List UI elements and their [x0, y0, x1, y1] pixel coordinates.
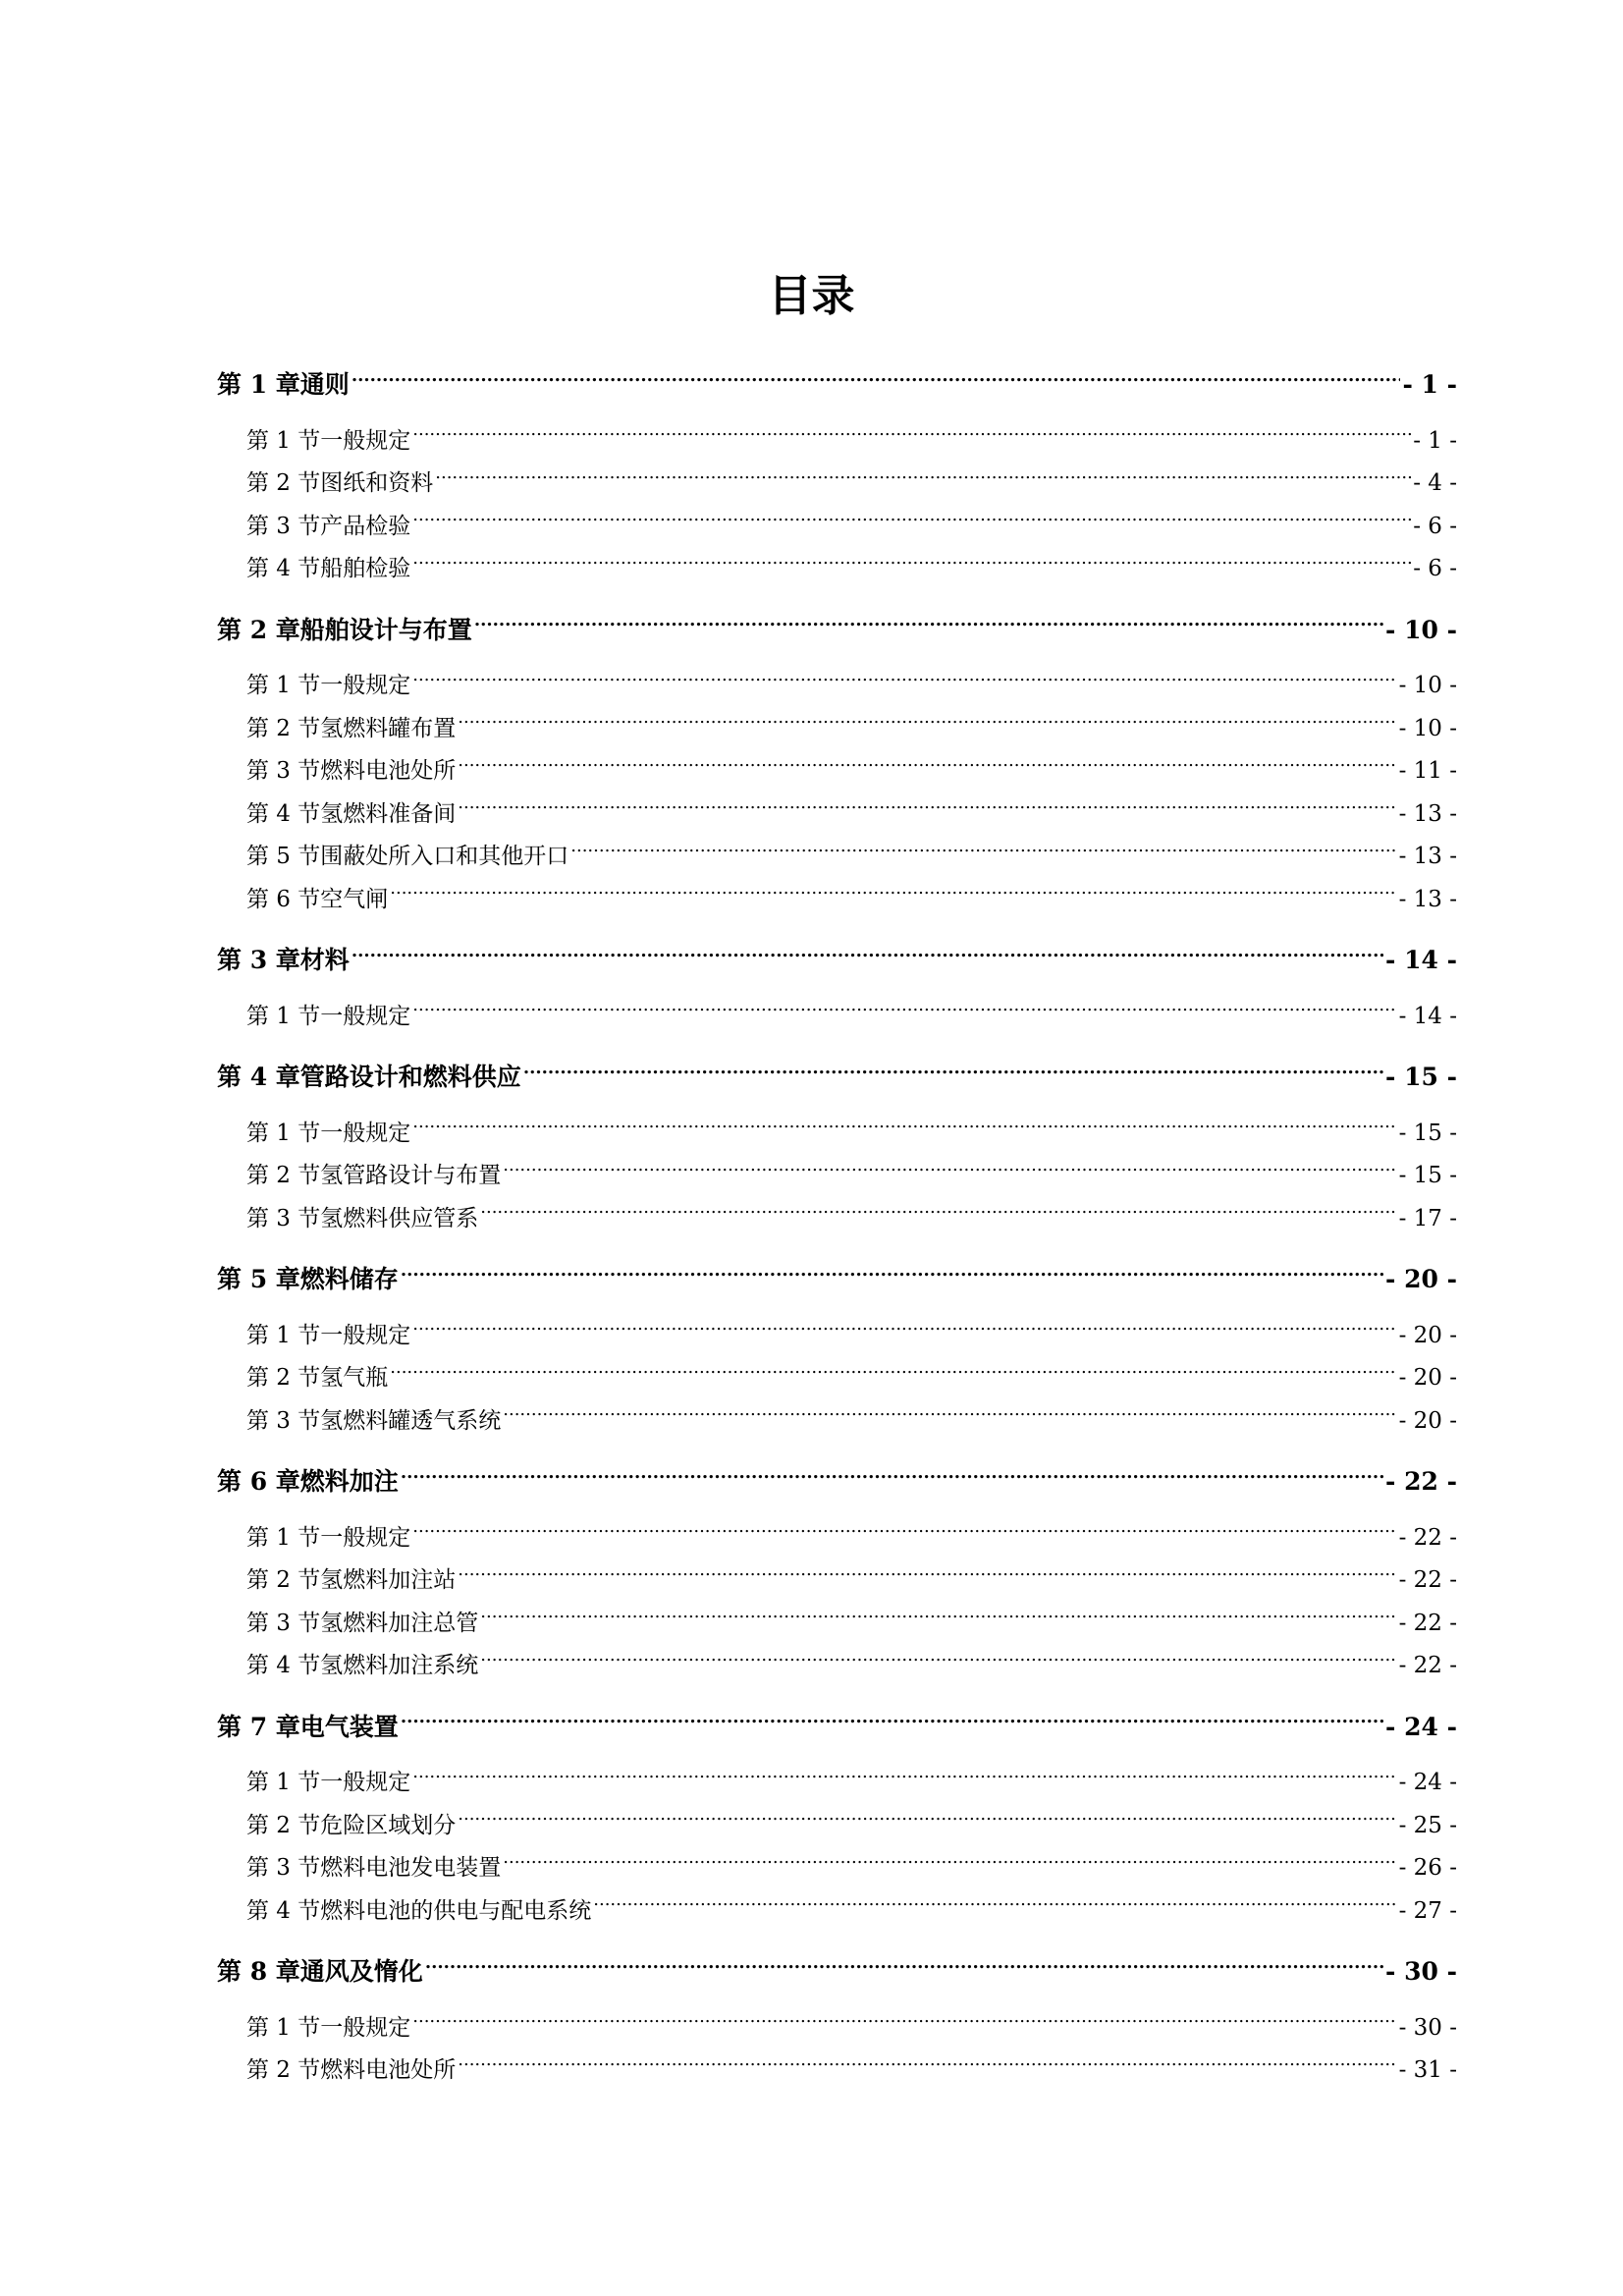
toc-dot-leader — [435, 467, 1411, 490]
toc-dot-leader — [412, 1001, 1396, 1023]
toc-dot-leader — [352, 944, 1383, 968]
toc-entry-page-number: - 20 - — [1385, 1265, 1457, 1293]
toc-entry-label: 第 4 节燃料电池的供电与配电系统 — [246, 1897, 592, 1924]
toc-section-entry[interactable] — [217, 1890, 1457, 1934]
toc-dot-leader — [458, 2054, 1396, 2077]
toc-dot-leader — [480, 1608, 1396, 1630]
toc-dot-leader — [458, 713, 1396, 736]
toc-dot-leader — [412, 1320, 1396, 1342]
toc-entry-page-number: - 24 - — [1398, 1770, 1457, 1795]
toc-entry-page-number: - 6 - — [1413, 556, 1457, 581]
toc-dot-leader — [352, 368, 1401, 393]
toc-entry-label: 第 3 节燃料电池发电装置 — [246, 1855, 502, 1881]
toc-section-entry[interactable] — [217, 1315, 1457, 1358]
toc-entry-page-number: - 24 - — [1385, 1712, 1457, 1741]
toc-entry-page-number: - 30 - — [1398, 2014, 1457, 2041]
toc-entry-label: 第 1 节一般规定 — [246, 1770, 411, 1795]
toc-entry-page-number: - 22 - — [1398, 1653, 1457, 1678]
toc-section-entry[interactable] — [217, 1155, 1457, 1198]
toc-entry-page-number: - 13 - — [1398, 844, 1457, 869]
toc-entry-label: 第 3 节氢燃料供应管系 — [246, 1205, 479, 1231]
toc-entry-page-number: - 14 - — [1398, 1003, 1457, 1029]
toc-entry-label: 第 3 章材料 — [217, 946, 350, 974]
toc-entry-page-number: - 10 - — [1398, 715, 1457, 741]
toc-section-entry[interactable] — [217, 506, 1457, 549]
toc-dot-leader — [412, 425, 1411, 448]
toc-entry-page-number: - 10 - — [1398, 673, 1457, 698]
toc-entry-page-number: - 22 - — [1398, 1567, 1457, 1593]
toc-entry-page-number: - 22 - — [1398, 1524, 1457, 1551]
toc-section-entry[interactable] — [217, 1517, 1457, 1560]
toc-dot-leader — [474, 614, 1383, 638]
toc-entry-label: 第 5 章燃料储存 — [217, 1265, 399, 1293]
toc-entry-page-number: - 17 - — [1398, 1205, 1457, 1231]
toc-entry-label: 第 2 节危险区域划分 — [246, 1812, 457, 1838]
toc-entry-page-number: - 14 - — [1385, 946, 1457, 974]
toc-section-entry[interactable] — [217, 548, 1457, 591]
toc-entry-page-number: - 4 - — [1413, 470, 1457, 496]
toc-dot-leader — [412, 1118, 1396, 1140]
toc-dot-leader — [390, 884, 1396, 906]
toc-section-entry[interactable] — [217, 750, 1457, 793]
toc-entry-page-number: - 15 - — [1385, 1063, 1457, 1091]
toc-section-entry[interactable] — [217, 1559, 1457, 1603]
toc-entry-page-number: - 10 - — [1385, 615, 1457, 644]
toc-entry-label: 第 1 节一般规定 — [246, 427, 411, 454]
toc-dot-leader — [412, 2012, 1396, 2035]
toc-entry-label: 第 6 节空气闸 — [246, 886, 389, 912]
toc-chapter-entry[interactable] — [217, 1950, 1457, 1994]
toc-dot-leader — [523, 1061, 1383, 1085]
toc-entry-label: 第 1 节一般规定 — [246, 1120, 411, 1146]
toc-chapter-entry[interactable] — [217, 939, 1457, 982]
toc-entry-page-number: - 20 - — [1398, 1407, 1457, 1434]
toc-entry-page-number: - 1 - — [1402, 370, 1457, 399]
toc-entry-label: 第 2 节氢气瓶 — [246, 1365, 389, 1391]
toc-dot-leader — [458, 798, 1396, 821]
toc-chapter-entry[interactable] — [217, 609, 1457, 652]
toc-entry-label: 第 3 节氢燃料加注总管 — [246, 1610, 479, 1636]
table-of-contents — [217, 363, 1457, 2093]
toc-section-entry[interactable] — [217, 1847, 1457, 1890]
toc-section-entry[interactable] — [217, 2050, 1457, 2093]
toc-entry-label: 第 3 节产品检验 — [246, 513, 411, 539]
toc-entry-label: 第 3 节氢燃料罐透气系统 — [246, 1407, 502, 1434]
toc-chapter-entry[interactable] — [217, 1056, 1457, 1099]
toc-section-entry[interactable] — [217, 1805, 1457, 1848]
toc-section-entry[interactable] — [217, 793, 1457, 837]
toc-entry-label: 第 8 章通风及惰化 — [217, 1957, 423, 1986]
toc-entry-page-number: - 11 - — [1398, 758, 1457, 784]
toc-dot-leader — [480, 1203, 1396, 1226]
toc-entry-page-number: - 31 - — [1398, 2057, 1457, 2083]
toc-dot-leader — [480, 1650, 1396, 1672]
toc-entry-page-number: - 13 - — [1398, 886, 1457, 912]
toc-entry-label: 第 2 节图纸和资料 — [246, 470, 434, 496]
toc-section-entry[interactable] — [217, 1400, 1457, 1444]
toc-entry-page-number: - 22 - — [1398, 1610, 1457, 1636]
toc-entry-label: 第 1 节一般规定 — [246, 673, 411, 698]
toc-entry-page-number: - 15 - — [1398, 1120, 1457, 1146]
toc-entry-page-number: - 13 - — [1398, 800, 1457, 827]
toc-entry-page-number: - 27 - — [1398, 1897, 1457, 1924]
toc-section-entry[interactable] — [217, 1357, 1457, 1400]
toc-section-entry[interactable] — [217, 708, 1457, 751]
toc-section-entry[interactable] — [217, 996, 1457, 1039]
toc-dot-leader — [390, 1362, 1396, 1385]
toc-chapter-entry[interactable] — [217, 1706, 1457, 1749]
toc-dot-leader — [412, 670, 1396, 692]
toc-dot-leader — [458, 755, 1396, 778]
toc-entry-page-number: - 20 - — [1398, 1322, 1457, 1348]
toc-dot-leader — [503, 1852, 1396, 1875]
toc-dot-leader — [458, 1810, 1396, 1832]
toc-section-entry[interactable] — [217, 1645, 1457, 1688]
toc-entry-label: 第 1 节一般规定 — [246, 1003, 411, 1029]
toc-entry-label: 第 2 章船舶设计与布置 — [217, 615, 472, 644]
toc-entry-page-number: - 30 - — [1385, 1957, 1457, 1986]
toc-section-entry[interactable] — [217, 1603, 1457, 1646]
toc-entry-page-number: - 15 - — [1398, 1163, 1457, 1188]
toc-dot-leader — [412, 1522, 1396, 1545]
toc-section-entry[interactable] — [217, 420, 1457, 464]
toc-entry-label: 第 4 章管路设计和燃料供应 — [217, 1063, 521, 1091]
toc-section-entry[interactable] — [217, 879, 1457, 922]
toc-dot-leader — [503, 1405, 1396, 1428]
toc-entry-page-number: - 22 - — [1385, 1467, 1457, 1496]
toc-dot-leader — [412, 511, 1411, 533]
toc-section-entry[interactable] — [217, 463, 1457, 506]
toc-entry-label: 第 4 节船舶检验 — [246, 556, 411, 581]
toc-entry-label: 第 1 章通则 — [217, 370, 350, 399]
toc-entry-label: 第 7 章电气装置 — [217, 1712, 399, 1741]
toc-dot-leader — [593, 1895, 1396, 1918]
toc-section-entry[interactable] — [217, 836, 1457, 879]
toc-dot-leader — [425, 1955, 1383, 1980]
toc-section-entry[interactable] — [217, 2007, 1457, 2050]
toc-entry-label: 第 1 节一般规定 — [246, 2014, 411, 2041]
toc-section-entry[interactable] — [217, 1762, 1457, 1805]
toc-entry-label: 第 1 节一般规定 — [246, 1524, 411, 1551]
toc-entry-label: 第 3 节燃料电池处所 — [246, 758, 457, 784]
toc-entry-page-number: - 20 - — [1398, 1365, 1457, 1391]
toc-entry-label: 第 1 节一般规定 — [246, 1322, 411, 1348]
toc-dot-leader — [401, 1465, 1383, 1490]
toc-section-entry[interactable] — [217, 1113, 1457, 1156]
toc-entry-label: 第 2 节氢燃料罐布置 — [246, 715, 457, 741]
toc-entry-label: 第 2 节燃料电池处所 — [246, 2057, 457, 2083]
toc-entry-label: 第 2 节氢燃料加注站 — [246, 1567, 457, 1593]
toc-entry-page-number: - 1 - — [1413, 427, 1457, 454]
toc-dot-leader — [412, 553, 1411, 575]
page-title: 目录 — [768, 271, 855, 321]
toc-entry-page-number: - 6 - — [1413, 513, 1457, 539]
toc-chapter-entry[interactable] — [217, 1460, 1457, 1503]
toc-entry-page-number: - 25 - — [1398, 1812, 1457, 1838]
toc-entry-label: 第 2 节氢管路设计与布置 — [246, 1163, 502, 1188]
toc-chapter-entry[interactable] — [217, 363, 1457, 407]
toc-entry-label: 第 4 节氢燃料准备间 — [246, 800, 457, 827]
toc-dot-leader — [458, 1564, 1396, 1587]
toc-dot-leader — [401, 1263, 1383, 1287]
toc-entry-label: 第 6 章燃料加注 — [217, 1467, 399, 1496]
toc-entry-page-number: - 26 - — [1398, 1855, 1457, 1881]
toc-chapter-entry[interactable] — [217, 1258, 1457, 1301]
toc-dot-leader — [401, 1711, 1383, 1735]
toc-entry-label: 第 4 节氢燃料加注系统 — [246, 1653, 479, 1678]
toc-section-entry[interactable] — [217, 665, 1457, 708]
toc-entry-label: 第 5 节围蔽处所入口和其他开口 — [246, 844, 569, 869]
toc-section-entry[interactable] — [217, 1198, 1457, 1241]
toc-dot-leader — [503, 1160, 1396, 1182]
toc-dot-leader — [412, 1767, 1396, 1789]
toc-dot-leader — [570, 841, 1396, 863]
